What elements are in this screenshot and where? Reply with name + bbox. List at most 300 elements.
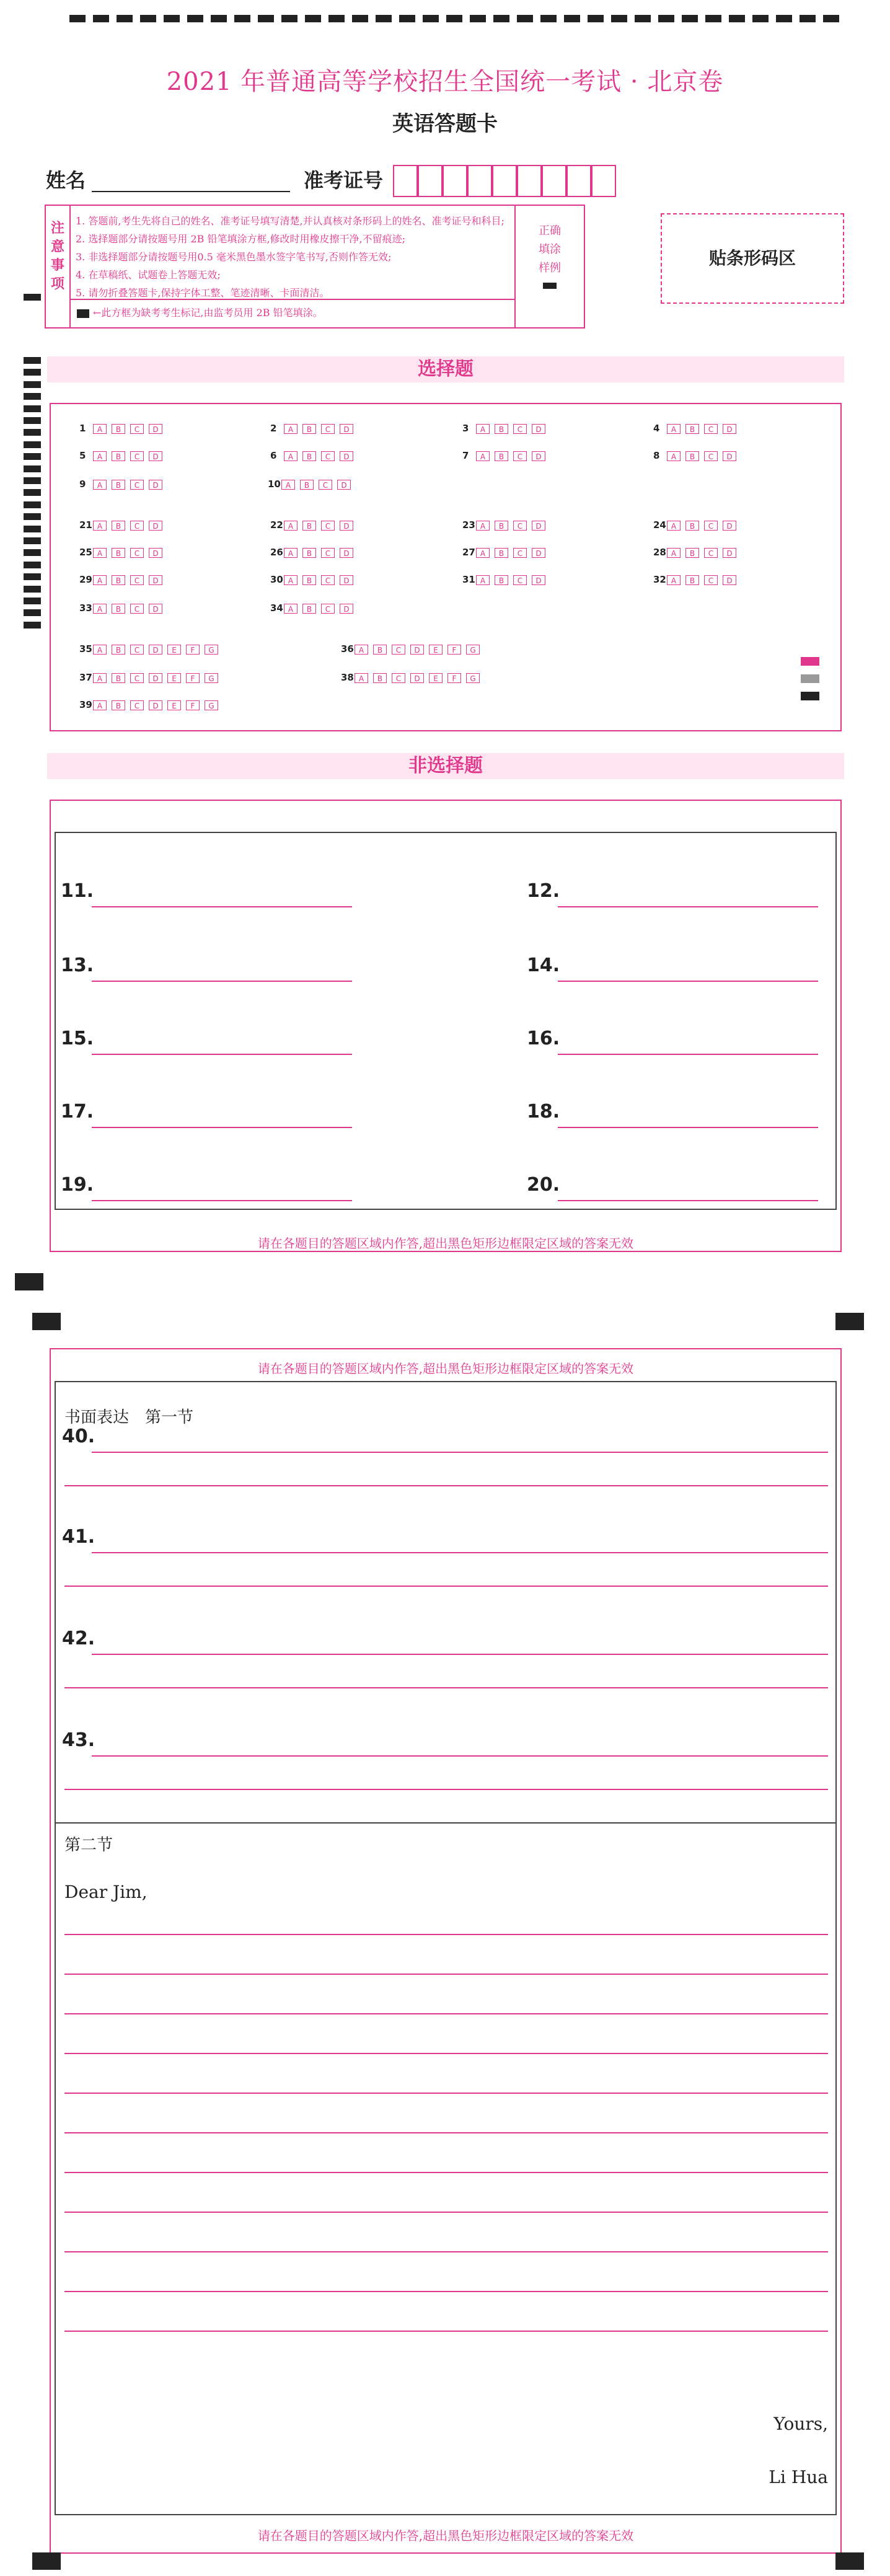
barcode-area: 贴条形码区 bbox=[661, 213, 844, 304]
option-bubble[interactable]: C bbox=[130, 521, 144, 531]
option-bubble[interactable]: D bbox=[340, 521, 353, 531]
option-bubble[interactable]: D bbox=[149, 480, 162, 490]
timing-mark bbox=[752, 15, 769, 22]
timing-mark bbox=[24, 405, 41, 412]
option-bubble[interactable]: D bbox=[532, 548, 545, 558]
option-bubble[interactable]: B bbox=[112, 700, 125, 710]
option-bubble[interactable]: B bbox=[300, 480, 314, 490]
option-bubble[interactable]: A bbox=[93, 480, 107, 490]
timing-mark bbox=[24, 549, 41, 556]
question-number: 30 bbox=[270, 574, 283, 585]
timing-mark bbox=[540, 15, 557, 22]
option-bubble[interactable]: B bbox=[495, 521, 508, 531]
question-number: 15. bbox=[61, 1028, 94, 1049]
option-bubble[interactable]: B bbox=[685, 521, 699, 531]
option-bubble[interactable]: A bbox=[93, 548, 107, 558]
option-bubble[interactable]: B bbox=[302, 604, 316, 614]
option-bubble[interactable]: D bbox=[723, 451, 736, 461]
option-bubble[interactable]: C bbox=[321, 548, 335, 558]
id-digit-box[interactable] bbox=[566, 165, 591, 197]
option-bubble[interactable]: A bbox=[667, 548, 681, 558]
option-bubble[interactable]: A bbox=[476, 451, 490, 461]
option-bubble[interactable]: C bbox=[513, 548, 527, 558]
name-label: 姓名 bbox=[46, 169, 86, 192]
option-bubble[interactable]: B bbox=[373, 645, 387, 655]
option-bubble[interactable]: G bbox=[205, 673, 218, 683]
option-bubble[interactable]: B bbox=[685, 575, 699, 585]
timing-mark bbox=[588, 15, 604, 22]
answer-line[interactable] bbox=[64, 2291, 828, 2292]
timing-mark bbox=[24, 513, 41, 520]
timing-mark bbox=[117, 15, 133, 22]
option-bubble[interactable]: C bbox=[130, 451, 144, 461]
question-number: 20. bbox=[527, 1174, 560, 1196]
answer-line[interactable] bbox=[92, 888, 352, 907]
option-bubble[interactable]: G bbox=[466, 673, 480, 683]
option-bubble[interactable]: D bbox=[532, 575, 545, 585]
timing-mark bbox=[24, 453, 41, 460]
timing-mark bbox=[611, 15, 627, 22]
question-number: 22 bbox=[270, 519, 283, 531]
option-bubble[interactable]: E bbox=[429, 645, 443, 655]
timing-mark bbox=[24, 598, 41, 604]
option-bubble[interactable]: B bbox=[112, 548, 125, 558]
option-bubble[interactable]: D bbox=[337, 480, 351, 490]
question-number: 36 bbox=[341, 643, 354, 655]
writing-notice-bottom: 请在各题目的答题区域内作答,超出黑色矩形边框限定区域的答案无效 bbox=[257, 2528, 634, 2543]
option-bubble[interactable]: D bbox=[149, 451, 162, 461]
question-number: 3 bbox=[462, 423, 469, 434]
option-bubble[interactable]: C bbox=[513, 424, 527, 434]
option-bubble[interactable]: B bbox=[302, 548, 316, 558]
option-bubble[interactable]: D bbox=[340, 451, 353, 461]
option-bubble[interactable]: B bbox=[112, 521, 125, 531]
option-bubble[interactable]: C bbox=[704, 424, 718, 434]
id-digit-box[interactable] bbox=[517, 165, 542, 197]
timing-mark bbox=[399, 15, 415, 22]
option-bubble[interactable]: C bbox=[130, 700, 144, 710]
timing-mark bbox=[564, 15, 580, 22]
option-bubble[interactable]: D bbox=[149, 548, 162, 558]
question-number: 6 bbox=[270, 450, 277, 461]
option-bubble[interactable]: A bbox=[476, 521, 490, 531]
id-digit-box[interactable] bbox=[443, 165, 467, 197]
question-number: 34 bbox=[270, 602, 283, 614]
option-bubble[interactable]: D bbox=[532, 521, 545, 531]
id-label: 准考证号 bbox=[304, 169, 384, 192]
option-bubble[interactable]: D bbox=[410, 645, 424, 655]
option-bubble[interactable]: A bbox=[93, 521, 107, 531]
question-number: 11. bbox=[61, 880, 94, 902]
option-bubble[interactable]: B bbox=[685, 548, 699, 558]
choice-question bbox=[462, 574, 550, 585]
option-bubble[interactable]: D bbox=[723, 521, 736, 531]
answer-line[interactable] bbox=[64, 1485, 828, 1486]
answer-line[interactable] bbox=[64, 2053, 828, 2054]
option-bubble[interactable]: B bbox=[495, 548, 508, 558]
choice-question bbox=[653, 547, 741, 558]
option-bubble[interactable]: B bbox=[302, 575, 316, 585]
option-bubble[interactable]: D bbox=[723, 424, 736, 434]
option-bubble[interactable]: A bbox=[284, 575, 297, 585]
option-bubble[interactable]: D bbox=[340, 575, 353, 585]
option-bubble[interactable]: F bbox=[447, 673, 461, 683]
choice-question bbox=[341, 672, 485, 683]
question-number: 18. bbox=[527, 1101, 560, 1123]
timing-mark bbox=[234, 15, 250, 22]
option-bubble[interactable]: B bbox=[112, 575, 125, 585]
timing-mark bbox=[24, 441, 41, 448]
timing-mark bbox=[328, 15, 345, 22]
option-bubble[interactable]: C bbox=[130, 424, 144, 434]
timing-mark bbox=[24, 357, 41, 364]
choice-question bbox=[653, 574, 741, 585]
option-bubble[interactable]: A bbox=[281, 480, 295, 490]
option-bubble[interactable]: D bbox=[149, 575, 162, 585]
option-bubble[interactable]: B bbox=[302, 521, 316, 531]
option-bubble[interactable]: A bbox=[355, 645, 368, 655]
question-number: 38 bbox=[341, 672, 354, 683]
answer-line[interactable] bbox=[64, 1586, 828, 1587]
answer-line[interactable] bbox=[64, 2132, 828, 2133]
option-bubble[interactable]: B bbox=[495, 424, 508, 434]
answer-line[interactable] bbox=[558, 1035, 818, 1055]
answer-line[interactable] bbox=[64, 2093, 828, 2094]
timing-mark bbox=[470, 15, 486, 22]
option-bubble[interactable]: G bbox=[466, 645, 480, 655]
option-bubble[interactable]: C bbox=[704, 548, 718, 558]
option-bubble[interactable]: A bbox=[93, 575, 107, 585]
answer-line[interactable] bbox=[92, 1108, 352, 1128]
question-number: 17. bbox=[61, 1101, 94, 1123]
choice-question bbox=[270, 450, 358, 461]
timing-mark bbox=[776, 15, 792, 22]
timing-mark bbox=[305, 15, 321, 22]
option-bubble[interactable]: C bbox=[321, 604, 335, 614]
option-bubble[interactable]: C bbox=[392, 645, 405, 655]
page-mark bbox=[15, 1273, 43, 1290]
option-bubble[interactable]: C bbox=[321, 575, 335, 585]
question-number: 13. bbox=[61, 955, 94, 976]
question-number: 43. bbox=[62, 1729, 95, 1751]
option-bubble[interactable]: D bbox=[532, 424, 545, 434]
option-bubble[interactable]: B bbox=[685, 424, 699, 434]
option-bubble[interactable]: C bbox=[704, 521, 718, 531]
question-number: 8 bbox=[653, 450, 660, 461]
choice-question bbox=[79, 672, 223, 683]
answer-line[interactable] bbox=[558, 1108, 818, 1128]
color-legend-bar bbox=[801, 692, 819, 700]
answer-line[interactable] bbox=[558, 888, 818, 907]
timing-mark bbox=[635, 15, 651, 22]
timing-mark bbox=[517, 15, 533, 22]
timing-mark bbox=[658, 15, 674, 22]
choice-question bbox=[462, 423, 550, 434]
id-digit-box[interactable] bbox=[542, 165, 566, 197]
timing-mark bbox=[93, 15, 109, 22]
option-bubble[interactable]: C bbox=[513, 521, 527, 531]
id-digit-box[interactable] bbox=[591, 165, 616, 197]
timing-mark bbox=[140, 15, 156, 22]
option-bubble[interactable]: B bbox=[112, 604, 125, 614]
question-number: 9 bbox=[79, 479, 86, 490]
question-number: 1 bbox=[79, 423, 86, 434]
timing-mark bbox=[24, 489, 41, 496]
page-mark bbox=[32, 1313, 61, 1330]
option-bubble[interactable]: A bbox=[284, 604, 297, 614]
timing-mark bbox=[24, 381, 41, 388]
color-legend-bar bbox=[801, 674, 819, 683]
absent-mark-note: ←此方框为缺考考生标记,由监考员用 2B 铅笔填涂。 bbox=[77, 305, 323, 319]
salutation: Dear Jim, bbox=[64, 1882, 148, 1902]
option-bubble[interactable]: A bbox=[476, 575, 490, 585]
option-bubble[interactable]: A bbox=[476, 548, 490, 558]
timing-mark bbox=[24, 477, 41, 484]
option-bubble[interactable]: G bbox=[205, 645, 218, 655]
option-bubble[interactable]: A bbox=[667, 451, 681, 461]
option-bubble[interactable]: B bbox=[373, 673, 387, 683]
choice-question bbox=[270, 574, 358, 585]
option-bubble[interactable]: C bbox=[130, 645, 144, 655]
option-bubble[interactable]: A bbox=[284, 521, 297, 531]
page-mark bbox=[32, 2552, 61, 2570]
choice-question bbox=[653, 423, 741, 434]
timing-mark bbox=[24, 501, 41, 508]
option-bubble[interactable]: A bbox=[93, 604, 107, 614]
choice-question bbox=[341, 643, 485, 655]
option-bubble[interactable]: D bbox=[532, 451, 545, 461]
timing-mark bbox=[281, 15, 297, 22]
question-number: 2 bbox=[270, 423, 277, 434]
timing-mark bbox=[493, 15, 509, 22]
timing-mark bbox=[446, 15, 462, 22]
answer-line[interactable] bbox=[92, 1737, 828, 1757]
answer-line[interactable] bbox=[92, 1635, 828, 1655]
notice-side-label: 注 意 事 项 bbox=[46, 206, 71, 327]
option-bubble[interactable]: B bbox=[112, 424, 125, 434]
timing-mark bbox=[24, 537, 41, 544]
timing-mark bbox=[823, 15, 839, 22]
name-field[interactable] bbox=[92, 166, 290, 192]
choice-question bbox=[79, 423, 167, 434]
option-bubble[interactable]: A bbox=[93, 424, 107, 434]
option-bubble[interactable]: B bbox=[112, 645, 125, 655]
option-bubble[interactable]: A bbox=[284, 451, 297, 461]
choice-question bbox=[653, 450, 741, 461]
question-number: 29 bbox=[79, 574, 92, 585]
option-bubble[interactable]: A bbox=[476, 424, 490, 434]
option-bubble[interactable]: D bbox=[340, 424, 353, 434]
option-bubble[interactable]: D bbox=[149, 700, 162, 710]
choice-question bbox=[79, 479, 167, 490]
option-bubble[interactable]: F bbox=[186, 700, 200, 710]
page-subtitle: 英语答题卡 bbox=[392, 112, 498, 136]
answer-line[interactable] bbox=[64, 1934, 828, 1935]
question-number: 25 bbox=[79, 547, 92, 558]
nonchoice-section-title: 非选择题 bbox=[47, 753, 844, 779]
question-number: 39 bbox=[79, 699, 92, 710]
option-bubble[interactable]: A bbox=[93, 700, 107, 710]
timing-mark bbox=[682, 15, 698, 22]
question-number: 31 bbox=[462, 574, 475, 585]
option-bubble[interactable]: A bbox=[93, 451, 107, 461]
choice-question bbox=[653, 519, 741, 531]
option-bubble[interactable]: B bbox=[112, 451, 125, 461]
choice-question bbox=[79, 643, 223, 655]
timing-mark bbox=[24, 417, 41, 424]
answer-line[interactable] bbox=[92, 962, 352, 982]
option-bubble[interactable]: C bbox=[321, 451, 335, 461]
choice-question bbox=[268, 479, 356, 490]
correct-fill-example: 正确 填涂 样例 bbox=[514, 206, 584, 327]
choice-question bbox=[79, 519, 167, 531]
choice-question bbox=[270, 519, 358, 531]
id-digit-box[interactable] bbox=[393, 165, 418, 197]
timing-mark bbox=[24, 622, 41, 629]
choice-question bbox=[270, 423, 358, 434]
option-bubble[interactable]: D bbox=[149, 673, 162, 683]
option-bubble[interactable]: A bbox=[284, 424, 297, 434]
answer-line[interactable] bbox=[64, 2251, 828, 2252]
timing-mark bbox=[24, 609, 41, 616]
option-bubble[interactable]: C bbox=[130, 673, 144, 683]
question-number: 32 bbox=[653, 574, 666, 585]
option-bubble[interactable]: C bbox=[130, 575, 144, 585]
question-number: 28 bbox=[653, 547, 666, 558]
section-divider bbox=[55, 1822, 837, 1824]
option-bubble[interactable]: C bbox=[130, 480, 144, 490]
answer-line[interactable] bbox=[558, 1181, 818, 1201]
notice-box bbox=[45, 205, 585, 329]
option-bubble[interactable]: D bbox=[149, 424, 162, 434]
option-bubble[interactable]: C bbox=[513, 451, 527, 461]
option-bubble[interactable]: C bbox=[513, 575, 527, 585]
option-bubble[interactable]: C bbox=[130, 548, 144, 558]
option-bubble[interactable]: B bbox=[112, 673, 125, 683]
option-bubble[interactable]: C bbox=[321, 521, 335, 531]
option-bubble[interactable]: B bbox=[302, 424, 316, 434]
option-bubble[interactable]: E bbox=[429, 673, 443, 683]
timing-mark bbox=[164, 15, 180, 22]
option-bubble[interactable]: F bbox=[186, 673, 200, 683]
question-number: 42. bbox=[62, 1628, 95, 1649]
option-bubble[interactable]: E bbox=[167, 645, 181, 655]
question-number: 19. bbox=[61, 1174, 94, 1196]
option-bubble[interactable]: A bbox=[667, 424, 681, 434]
option-bubble[interactable]: E bbox=[167, 700, 181, 710]
timing-mark bbox=[187, 15, 203, 22]
answer-line[interactable] bbox=[64, 2172, 828, 2173]
timing-mark bbox=[24, 573, 41, 580]
option-bubble[interactable]: B bbox=[685, 451, 699, 461]
option-bubble[interactable]: D bbox=[340, 604, 353, 614]
option-bubble[interactable]: D bbox=[723, 575, 736, 585]
choice-section-title: 选择题 bbox=[47, 356, 844, 382]
option-bubble[interactable]: A bbox=[93, 673, 107, 683]
id-digit-box[interactable] bbox=[492, 165, 517, 197]
timing-mark bbox=[24, 393, 41, 400]
timing-mark bbox=[376, 15, 392, 22]
choice-question bbox=[462, 519, 550, 531]
option-bubble[interactable]: C bbox=[704, 575, 718, 585]
option-bubble[interactable]: B bbox=[302, 451, 316, 461]
timing-mark bbox=[352, 15, 368, 22]
choice-question bbox=[79, 574, 167, 585]
notice-lines: 1. 答题前,考生先将自己的姓名、准考证号填写清楚,并认真核对条形码上的姓名、准考证号和科目; 2. 选择题部分请按题号用 2B 铅笔填涂方框,修改时用橡皮擦干净,不留痕迹; 3. 非选择题部分请按题号用0.5 毫米黑色墨水签字笔书写,否则作答无效; 4. 在草稿纸、试题卷上答题无效; 5. 请勿折叠答题卡,保持字体工整、笔迹清晰、卡面清洁。 bbox=[76, 215, 504, 299]
timing-mark bbox=[800, 15, 816, 22]
answer-line[interactable] bbox=[64, 1687, 828, 1688]
timing-mark bbox=[24, 465, 41, 472]
option-bubble[interactable]: C bbox=[319, 480, 332, 490]
page-title: 2021 年普通高等学校招生全国统一考试 · 北京卷 bbox=[166, 68, 724, 96]
writing-title: 书面表达 第一节 bbox=[64, 1408, 194, 1427]
question-number: 16. bbox=[527, 1028, 560, 1049]
timing-mark bbox=[24, 294, 41, 301]
choice-question bbox=[462, 547, 550, 558]
answer-line[interactable] bbox=[92, 1433, 828, 1453]
option-bubble[interactable]: C bbox=[130, 604, 144, 614]
option-bubble[interactable]: F bbox=[186, 645, 200, 655]
question-number: 5 bbox=[79, 450, 86, 461]
option-bubble[interactable]: D bbox=[149, 604, 162, 614]
id-digit-box[interactable] bbox=[467, 165, 492, 197]
choice-question bbox=[270, 547, 358, 558]
answer-line[interactable] bbox=[64, 2331, 828, 2332]
answer-line[interactable] bbox=[558, 962, 818, 982]
question-number: 14. bbox=[527, 955, 560, 976]
option-bubble[interactable]: B bbox=[495, 575, 508, 585]
option-bubble[interactable]: A bbox=[667, 575, 681, 585]
timing-mark bbox=[705, 15, 721, 22]
option-bubble[interactable]: A bbox=[667, 521, 681, 531]
answer-line[interactable] bbox=[92, 1533, 828, 1553]
option-bubble[interactable]: A bbox=[284, 548, 297, 558]
choice-question bbox=[462, 450, 550, 461]
question-number: 26 bbox=[270, 547, 283, 558]
answer-line[interactable] bbox=[64, 2212, 828, 2213]
option-bubble[interactable]: A bbox=[355, 673, 368, 683]
answer-line[interactable] bbox=[64, 1789, 828, 1790]
option-bubble[interactable]: F bbox=[447, 645, 461, 655]
option-bubble[interactable]: G bbox=[205, 700, 218, 710]
option-bubble[interactable]: E bbox=[167, 673, 181, 683]
option-bubble[interactable]: C bbox=[321, 424, 335, 434]
option-bubble[interactable]: D bbox=[410, 673, 424, 683]
absent-mark-box[interactable] bbox=[77, 309, 89, 318]
timing-mark bbox=[211, 15, 227, 22]
option-bubble[interactable]: D bbox=[149, 521, 162, 531]
option-bubble[interactable]: D bbox=[340, 548, 353, 558]
option-bubble[interactable]: A bbox=[93, 645, 107, 655]
writing-notice-top: 请在各题目的答题区域内作答,超出黑色矩形边框限定区域的答案无效 bbox=[257, 1361, 634, 1376]
option-bubble[interactable]: D bbox=[149, 645, 162, 655]
option-bubble[interactable]: C bbox=[392, 673, 405, 683]
answer-line[interactable] bbox=[64, 2013, 828, 2014]
question-number: 24 bbox=[653, 519, 666, 531]
answer-line[interactable] bbox=[92, 1035, 352, 1055]
question-number: 21 bbox=[79, 519, 92, 531]
timing-mark bbox=[258, 15, 274, 22]
color-legend-bar bbox=[801, 657, 819, 666]
answer-line[interactable] bbox=[92, 1181, 352, 1201]
option-bubble[interactable]: B bbox=[495, 451, 508, 461]
option-bubble[interactable]: C bbox=[704, 451, 718, 461]
choice-question bbox=[79, 602, 167, 614]
answer-line[interactable] bbox=[64, 1974, 828, 1975]
id-digit-box[interactable] bbox=[418, 165, 443, 197]
option-bubble[interactable]: B bbox=[112, 480, 125, 490]
option-bubble[interactable]: D bbox=[723, 548, 736, 558]
